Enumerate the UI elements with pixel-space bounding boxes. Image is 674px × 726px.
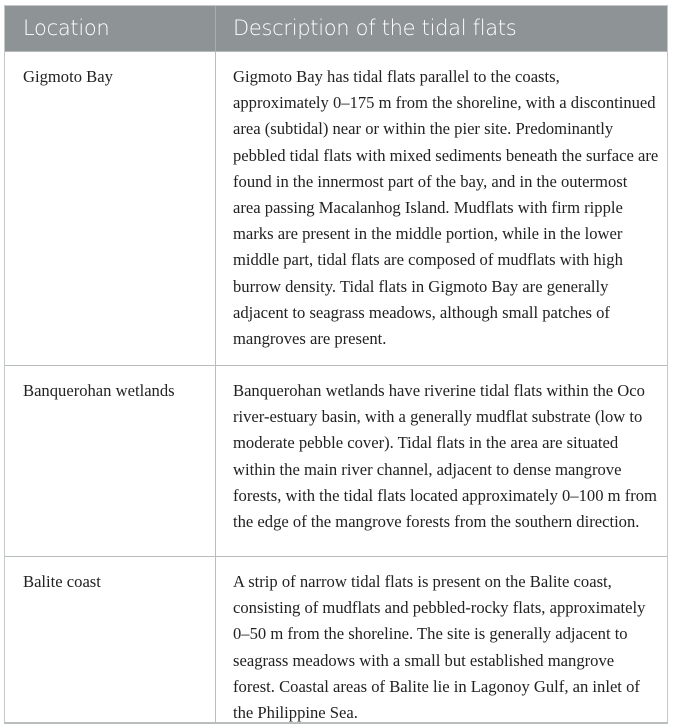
header-location: Location <box>5 6 216 51</box>
table-row <box>5 366 667 557</box>
description-cell: A strip of narrow tidal flats is present on the Balite coast, consisting of mudflats and pebbled-rocky flats, approximately 0–50 m from the shoreline. The site is generally adjacent to seagrass meadows with a small but established mangrove forest. Coastal areas of Balite lie in Lagonoy Gulf, an inlet of the Philippine Sea. <box>233 572 646 723</box>
header-description: Description of the tidal flats <box>233 16 517 40</box>
location-cell: Gigmoto Bay <box>5 52 216 365</box>
description-cell: Banquerohan wetlands have riverine tidal flats within the Oco river-estuary basin, with a generally mudflat substrate (low to moderate pebble cover). Tidal flats in the area are situated within the main river channel, adjacent to dense mangrove forests, with the tidal flats located approximately 0–100 m from the edge of the mangrove forests from the southern direction. <box>233 381 657 532</box>
description-cell: Gigmoto Bay has tidal flats parallel to the coasts, approximately 0–175 m from the shoreline, with a discontinued area (subtidal) near or within the pier site. Predominantly pebbled tidal flats with mixed sediments beneath the surface are found in the innermost part of the bay, and in the outermost area passing Macalanhog Island. Mudflats with firm ripple marks are present in the middle portion, while in the lower middle part, tidal flats are composed of mudflats with high burrow density. Tidal flats in Gigmoto Bay are generally adjacent to seagrass meadows, although small patches of mangroves are present. <box>233 67 659 349</box>
table-row <box>5 557 667 722</box>
tidal-flats-table <box>4 5 668 724</box>
location-cell: Banquerohan wetlands <box>5 366 216 556</box>
location-cell: Balite coast <box>5 557 216 722</box>
table-row <box>5 52 667 366</box>
table-header-row <box>5 6 667 52</box>
